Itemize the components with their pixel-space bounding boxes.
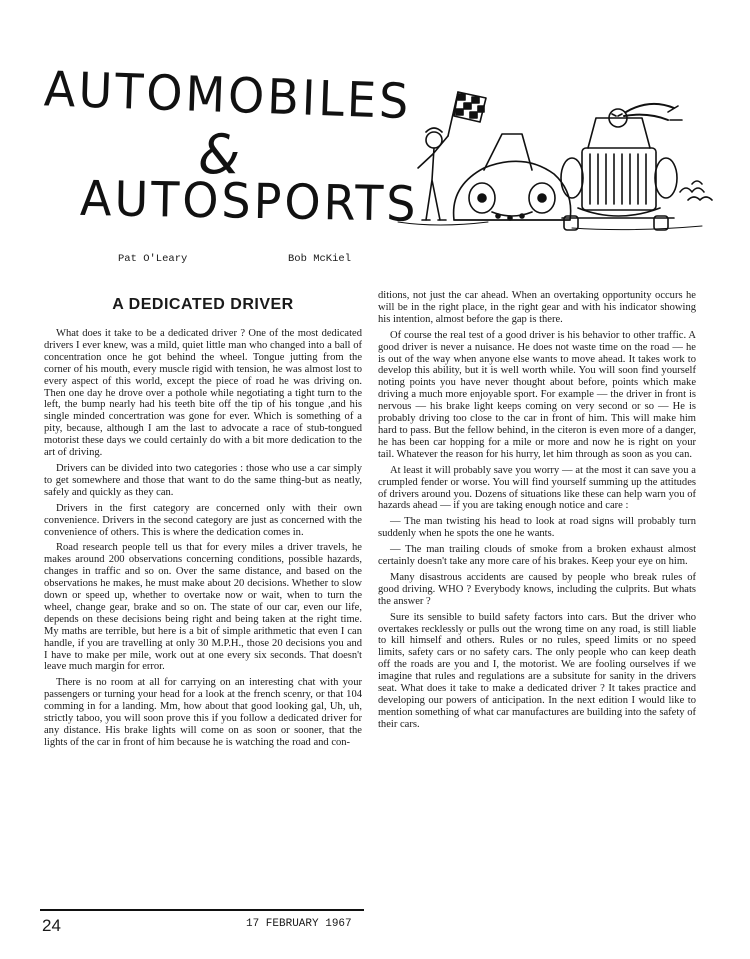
paragraph: Many disastrous accidents are caused by people who break rules of good driving. WHO ? Everybody knows, including the culprits. But whats the answer ? bbox=[378, 571, 696, 607]
paragraph: Of course the real test of a good driver is his behavior to other traffic. A good driver is never a nuisance. He does not waste time on the road — he is out of the way when anyone else wants to move ahead. It takes work to develop this ability, but it is well worth while. You will soon find yourself noting points you have never thought about before, points which make driving a much more enjoyable sport. For example — the driver in front is nervous — his brake light keeps coming on very second or so — He is probably driving too close to the car in front of him. This will make him hard to pass. But the fellow behind, in the citeron is even more of a danger, he has been car hopping for a mile or more and now he is right on your tail. Whatever the reason for his hurry, let him through as soon as you can. bbox=[378, 329, 696, 460]
author-left: Pat O'Leary bbox=[118, 253, 188, 265]
author-right: Bob McKiel bbox=[288, 253, 352, 265]
paragraph: Drivers can be divided into two categories : those who use a car simply to get somewhere and those that want to do the same thing-but as neatly, safely and quickly as they can. bbox=[44, 462, 362, 498]
column-title-ampersand: & bbox=[198, 123, 244, 186]
racing-cartoon-illustration bbox=[392, 88, 722, 238]
page-number: 24 bbox=[42, 916, 61, 935]
paragraph: At least it will probably save you worry — at the most it can save you a crumpled fender or worse. You will find yourself summing up the attitudes of drivers around you. Dozens of situations like these can help warn you of hazards ahead — if you are taking enough notice and care : bbox=[378, 464, 696, 512]
paragraph: — The man twisting his head to look at road signs will probably turn suddenly when he spots the one he wants. bbox=[378, 516, 696, 540]
checkered-flag-icon bbox=[454, 92, 486, 122]
paragraph: Sure its sensible to build safety factors into cars. But the driver who overtakes recklessly or pulls out the wrong time on any road, is still liable to kill himself and others. Rules or no rules, speed limits or no speed limits, safety cars or no safety cars. The only people who can keep death off the roads are you and I, the motorist. We are fooling ourselves if we imagine that rules and regulations are a subsitute for sanity in the drivers seat. What does it take to make a dedicated driver ? It takes practice and developing our powers of anticipation. In the next edition I would like to mention something of what car manufactures are building into the safety of their cars. bbox=[378, 611, 696, 730]
vintage-car-drawing bbox=[561, 104, 682, 230]
column-title-automobiles: AUTOMOBILES bbox=[43, 60, 413, 130]
flagman-figure bbox=[418, 92, 458, 220]
paragraph: Drivers in the first category are concerned only with their own convenience. Drivers in the second category are just as concerned with the convenience of others. This is where the dedication comes in. bbox=[44, 502, 362, 538]
issue-date: 17 FEBRUARY 1967 bbox=[246, 918, 352, 930]
article-title: A DEDICATED DRIVER bbox=[112, 296, 294, 313]
paragraph: Road research people tell us that for every miles a driver travels, he makes around 200 observations concerning conditions, possible hazards, changes in traffic and so on. Over the same distance, and based on the observations he makes, he must make about 20 decisions. Whether to slow down or speed up, whether to overtake now or wait, when to turn the wheel, change gear, brake and so on. The state of our car, even our life, depends on these decisions being right and being taken at the right time. My maths are terrible, but here is a bit of simple arithmetic that even I can handle, if you are travelling at only 30 M.P.H., those 20 decisions you and I have to make per mile, work out at one every six seconds. That doesn't leave much margin for error. bbox=[44, 542, 362, 673]
small-car-drawing bbox=[454, 134, 571, 220]
paragraph: There is no room at all for carrying on an interesting chat with your passengers or turning your head for a look at the french scenry, or that 104 comming in for a landing. Mm, how about that good looking gal, Uh, uh, strictly taboo, you will soon prove this if you follow a dedicated driver for any distance. His brake lights will come on as soon or sooner, that the lights of the car in front of him because he is watching the road and con- bbox=[44, 677, 362, 748]
column-title-autosports: AUTOSPORTS bbox=[79, 169, 419, 233]
footer-rule bbox=[40, 909, 364, 911]
paragraph-continuation: ditions, not just the car ahead. When an overtaking opportunity occurs he will be in the right place, in the right gear and with his indicator showing his intention, almost before the gap is there. bbox=[378, 290, 696, 325]
paragraph: What does it take to be a dedicated driver ? One of the most dedicated drivers I ever knew, was a mild, quiet little man who changed into a ball of concentration once he got behind the wheel. Tongue jutting from the corner of his mouth, every muscle rigid with tension, he was almost lost to every aspect of this world, except the piece of road he was driving on. Then one day he drove over a pothole while negotiating a tight turn to the left, the bump nearly had his teeth bite off the tip of his tongue ,and his single minded concertration was gone for ever. Which is something of a pity, because, although I am the last to advocate a race of stub-tongued motorist these days we could certainly do with a bit more dedication to the art of driving. bbox=[44, 328, 362, 459]
exhaust-smoke-icon bbox=[680, 181, 712, 200]
left-text-column bbox=[44, 296, 362, 753]
paragraph: — The man trailing clouds of smoke from a broken exhaust almost certainly doesn't take any more care of his brakes. Keep your eye on him. bbox=[378, 544, 696, 568]
right-text-column bbox=[378, 290, 696, 735]
